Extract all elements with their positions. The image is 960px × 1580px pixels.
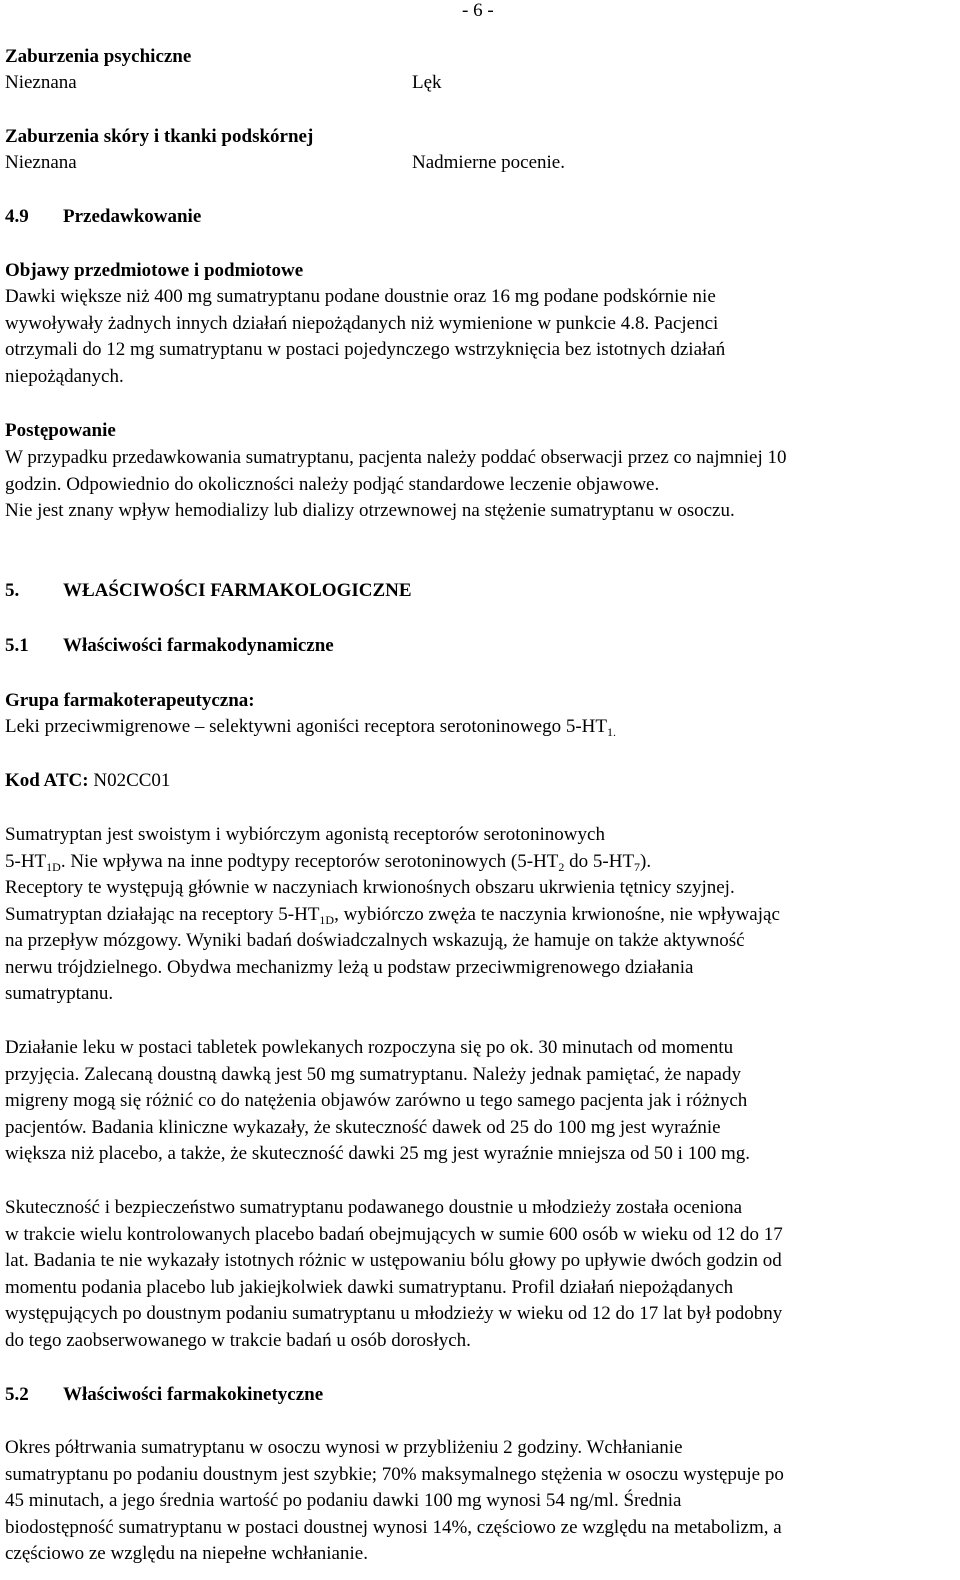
ae-psych-title: Zaburzenia psychiczne (5, 46, 192, 67)
text-line: w trakcie wielu kontrolowanych placebo badań obejmujących w sumie 600 osób w wieku od 12 do 17 (5, 1223, 783, 1245)
section-title: Właściwości farmakokinetyczne (63, 1384, 324, 1405)
text-line: biodostępność sumatryptanu w postaci doustnej wynosi 14%, częściowo ze względu na metabolizm, a (5, 1516, 782, 1538)
section-title: Przedawkowanie (63, 206, 202, 227)
page-number: - 6 - (462, 0, 494, 21)
text-line: Dawki większe niż 400 mg sumatryptanu podane doustnie oraz 16 mg podane podskórnie nie (5, 286, 716, 307)
ae-skin-title: Zaburzenia skóry i tkanki podskórnej (5, 126, 314, 147)
section-number: 5. (5, 580, 20, 601)
text-line: większa niż placebo, a także, że skuteczność dawki 25 mg jest wyraźnie mniejsza od 50 i 100 mg. (5, 1143, 750, 1164)
text-line: wywoływały żadnych innych działań niepożądanych niż wymienione w punkcie 4.8. Pacjenci (5, 312, 719, 334)
text-line: Sumatryptan jest swoistym i wybiórczym agonistą receptorów serotoninowych (5, 824, 605, 845)
section-5-heading (5, 578, 412, 605)
subscript: 1. (607, 725, 616, 739)
text-line: niepożądanych. (5, 365, 124, 387)
ae-skin-effect: Nadmierne pocenie. (412, 152, 565, 173)
text-line: Sumatryptan działając na receptory $5-HT_{1D}$, wybiórczo zwęża te naczynia krwionośne, nie wpływając (5, 903, 780, 927)
text-line: godzin. Odpowiednio do okoliczności należy podjąć standardowe leczenie objawowe. (5, 473, 660, 495)
section-number: 4.9 (5, 206, 29, 227)
ae-skin-frequency: Nieznana (5, 152, 77, 173)
atc-code (5, 768, 170, 795)
atc-label: Kod ATC: (5, 770, 89, 791)
section-5-2-heading (5, 1382, 323, 1409)
section-4-9-heading (5, 204, 201, 231)
text-line: Nie jest znany wpływ hemodializy lub dializy otrzewnowej na stężenie sumatryptanu w osoczu. (5, 500, 735, 521)
text-line: 45 minutach, a jego średnia wartość po podaniu dawki 100 mg wynosi 54 ng/ml. Średnia (5, 1490, 682, 1511)
text-line: sumatryptanu. (5, 983, 114, 1004)
text-line: Okres półtrwania sumatryptanu w osoczu wynosi w przybliżeniu 2 godziny. Wchłanianie (5, 1437, 683, 1458)
text-line: lat. Badania te nie wykazały istotnych różnic w ustępowaniu bólu głowy po upływie dwóch godzin od (5, 1250, 782, 1271)
text-line: momentu podania placebo lub jakiejkolwiek dawki sumatryptanu. Profil działań niepożądanych (5, 1276, 734, 1298)
text-line: częściowo ze względu na niepełne wchłanianie. (5, 1543, 368, 1564)
text-line: $5-HT_{1D}$. Nie wpływa na inne podtypy receptorów serotoninowych ($5-HT_2$ do $5-HT_7$). (5, 850, 652, 874)
ae-psych-row (5, 70, 955, 97)
paragraph-overdose-symptoms (5, 284, 950, 390)
text-line: Receptory te występują głównie w naczyniach krwionośnych obszaru ukrwienia tętnicy szyjnej. (5, 877, 735, 898)
text-line: na przepływ mózgowy. Wyniki badań doświadczalnych wskazują, że hamuje on także aktywność (5, 930, 745, 951)
text-line: nerwu trójdzielnego. Obydwa mechanizmy leżą u podstaw przeciwmigrenowego działania (5, 956, 694, 978)
paragraph-adolescents (5, 1195, 950, 1354)
ae-psych-effect: Lęk (412, 72, 442, 93)
section-number: 5.2 (5, 1384, 29, 1405)
paragraph-overdose-management (5, 445, 950, 525)
paragraph-pharmacokinetics (5, 1435, 950, 1568)
ae-psych-frequency: Nieznana (5, 72, 77, 93)
section-title: WŁAŚCIWOŚCI FARMAKOLOGICZNE (63, 580, 412, 601)
text-line: pacjentów. Badania kliniczne wykazały, że skuteczność dawek od 25 do 100 mg jest wyraźnie (5, 1116, 721, 1138)
subheading-symptoms: Objawy przedmiotowe i podmiotowe (5, 260, 304, 281)
subheading-management: Postępowanie (5, 420, 116, 441)
text-line: występujących po doustnym podaniu sumatryptanu u młodzieży w wieku od 12 do 17 lat był podobny (5, 1303, 783, 1324)
text-line: Skuteczność i bezpieczeństwo sumatryptanu podawanego doustnie u młodzieży została oceniona (5, 1197, 743, 1218)
text-line: przyjęcia. Zalecaną doustną dawką jest 50 mg sumatryptanu. Należy jednak pamiętać, że napady (5, 1063, 741, 1085)
atc-value: N02CC01 (93, 770, 171, 791)
pharmacotherapeutic-group-text (5, 714, 616, 741)
text: Leki przeciwmigrenowe – selektywni agoniści receptora serotoninowego 5-HT (5, 716, 607, 737)
section-number: 5.1 (5, 635, 29, 656)
pharmacotherapeutic-group-label: Grupa farmakoterapeutyczna: (5, 690, 255, 711)
section-title: Właściwości farmakodynamiczne (63, 635, 334, 656)
text-line: sumatryptanu po podaniu doustnym jest szybkie; 70% maksymalnego stężenia w osoczu występuje po (5, 1463, 784, 1485)
text-line: migreny mogą się różnić co do natężenia objawów zarówno u tego samego pacjenta jak i różnych (5, 1090, 748, 1111)
paragraph-onset (5, 1035, 950, 1168)
text-line: otrzymali do 12 mg sumatryptanu w postaci pojedynczego wstrzyknięcia bez istotnych działań (5, 339, 726, 360)
text-line: W przypadku przedawkowania sumatryptanu, pacjenta należy poddać obserwacji przez co najmniej 10 (5, 447, 787, 468)
ae-skin-row (5, 150, 955, 177)
section-5-1-heading (5, 633, 334, 660)
paragraph-mechanism (5, 822, 950, 1008)
text-line: Działanie leku w postaci tabletek powlekanych rozpoczyna się po ok. 30 minutach od momentu (5, 1037, 734, 1058)
text-line: do tego zaobserwowanego w trakcie badań u osób dorosłych. (5, 1329, 471, 1351)
